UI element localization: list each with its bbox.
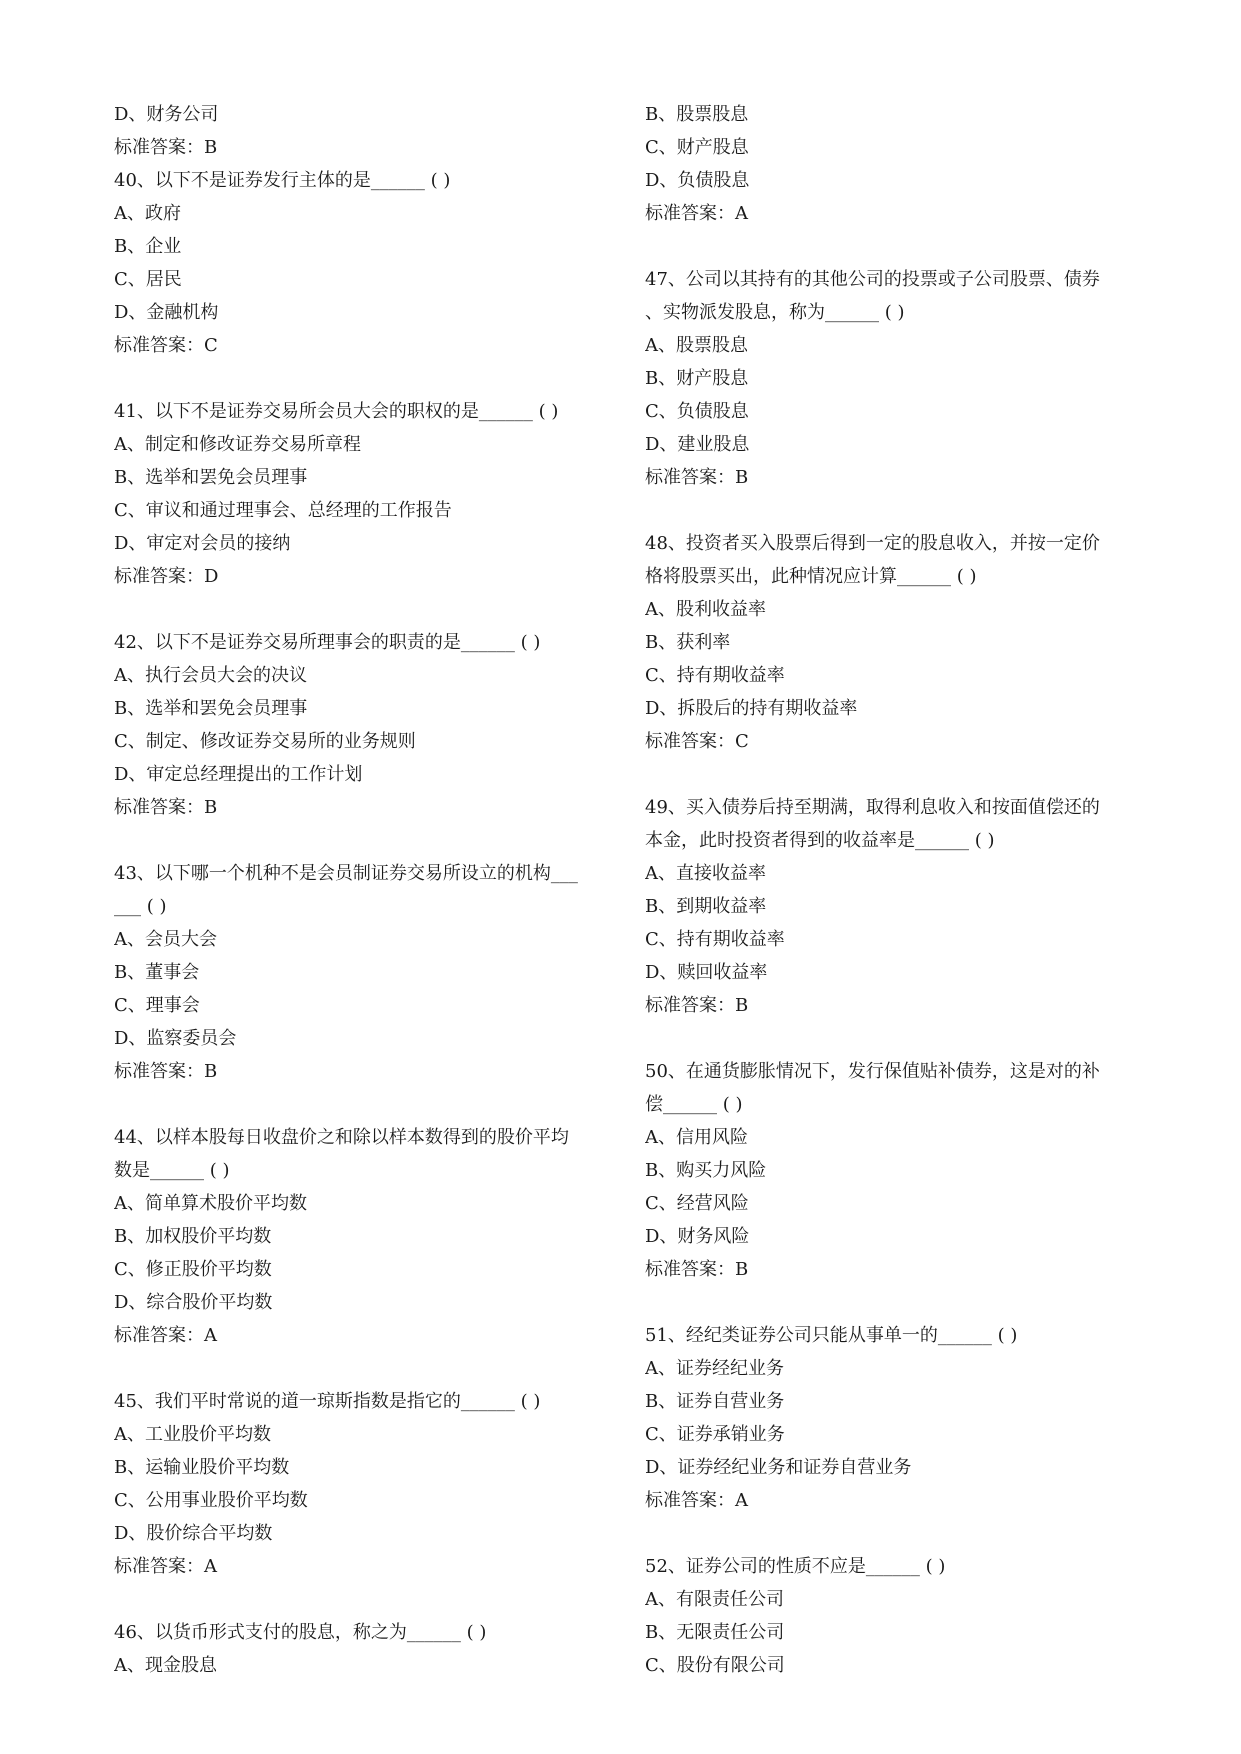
question-continuation-line: ___ ( ) (114, 896, 167, 917)
blank-line (645, 758, 1115, 791)
question-continuation-line: 、实物派发股息，称为______ ( ) (645, 302, 905, 323)
answer-line: 标准答案：B (114, 137, 218, 158)
option-line: B、选举和罢免会员理事 (114, 467, 308, 488)
option-line: D、审定总经理提出的工作计划 (114, 764, 363, 785)
option-line: A、股利收益率 (645, 599, 766, 620)
option-line: B、股票股息 (645, 104, 749, 125)
blank-line (645, 1022, 1115, 1055)
option-line: D、拆股后的持有期收益率 (645, 698, 858, 719)
left-column (114, 98, 584, 1682)
option-line: D、财务风险 (645, 1226, 750, 1247)
blank-line (114, 593, 584, 626)
right-column (645, 98, 1115, 1682)
option-line: C、持有期收益率 (645, 929, 785, 950)
option-line: A、简单算术股价平均数 (114, 1193, 307, 1214)
option-line: D、综合股价平均数 (114, 1292, 273, 1313)
answer-line: 标准答案：A (645, 1490, 748, 1511)
answer-line: 标准答案：A (114, 1556, 217, 1577)
option-line: B、证券自营业务 (645, 1391, 785, 1412)
option-line: A、政府 (114, 203, 181, 224)
question-line: 52、证券公司的性质不应是______ ( ) (645, 1556, 946, 1577)
option-line: D、金融机构 (114, 302, 219, 323)
option-line: B、无限责任公司 (645, 1622, 785, 1643)
blank-line (645, 230, 1115, 263)
question-line: 40、以下不是证券发行主体的是______ ( ) (114, 170, 451, 191)
option-line: D、赎回收益率 (645, 962, 768, 983)
question-line: 45、我们平时常说的道一琼斯指数是指它的______ ( ) (114, 1391, 541, 1412)
option-line: A、会员大会 (114, 929, 217, 950)
answer-line: 标准答案：A (114, 1325, 217, 1346)
question-line: 41、以下不是证券交易所会员大会的职权的是______ ( ) (114, 401, 559, 422)
option-line: B、购买力风险 (645, 1160, 767, 1181)
option-line: D、监察委员会 (114, 1028, 237, 1049)
option-line: D、负债股息 (645, 170, 750, 191)
option-line: A、现金股息 (114, 1655, 217, 1676)
blank-line (645, 1517, 1115, 1550)
option-line: C、审议和通过理事会、总经理的工作报告 (114, 500, 452, 521)
option-line: B、获利率 (645, 632, 731, 653)
blank-line (114, 362, 584, 395)
option-line: C、制定、修改证券交易所的业务规则 (114, 731, 416, 752)
option-line: C、股份有限公司 (645, 1655, 785, 1676)
option-line: B、运输业股价平均数 (114, 1457, 290, 1478)
option-line: B、到期收益率 (645, 896, 767, 917)
option-line: B、企业 (114, 236, 182, 257)
option-line: D、建业股息 (645, 434, 750, 455)
answer-line: 标准答案：A (645, 203, 748, 224)
question-line: 47、公司以其持有的其他公司的投票或子公司股票、债券 (645, 269, 1100, 290)
option-line: C、持有期收益率 (645, 665, 785, 686)
option-line: A、执行会员大会的决议 (114, 665, 307, 686)
question-continuation-line: 偿______ ( ) (645, 1094, 743, 1115)
answer-line: 标准答案：D (114, 566, 219, 587)
option-line: C、负债股息 (645, 401, 749, 422)
option-line: C、经营风险 (645, 1193, 749, 1214)
answer-line: 标准答案：B (114, 1061, 218, 1082)
answer-line: 标准答案：B (645, 1259, 749, 1280)
question-line: 51、经纪类证券公司只能从事单一的______ ( ) (645, 1325, 1018, 1346)
option-line: D、审定对会员的接纳 (114, 533, 291, 554)
question-continuation-line: 本金，此时投资者得到的收益率是______ ( ) (645, 830, 995, 851)
option-line: A、工业股价平均数 (114, 1424, 271, 1445)
option-line: D、证券经纪业务和证券自营业务 (645, 1457, 912, 1478)
question-line: 44、以样本股每日收盘价之和除以样本数得到的股价平均 (114, 1127, 569, 1148)
answer-line: 标准答案：C (114, 335, 218, 356)
question-line: 42、以下不是证券交易所理事会的职责的是______ ( ) (114, 632, 541, 653)
option-line: B、财产股息 (645, 368, 749, 389)
option-line: B、加权股价平均数 (114, 1226, 272, 1247)
question-continuation-line: 数是______ ( ) (114, 1160, 230, 1181)
question-line: 50、在通货膨胀情况下，发行保值贴补债券，这是对的补 (645, 1061, 1100, 1082)
option-line: C、理事会 (114, 995, 200, 1016)
question-line: 48、投资者买入股票后得到一定的股息收入，并按一定价 (645, 533, 1100, 554)
blank-line (114, 824, 584, 857)
option-line: A、股票股息 (645, 335, 748, 356)
option-line: C、修正股价平均数 (114, 1259, 272, 1280)
option-line: D、财务公司 (114, 104, 219, 125)
option-line: D、股价综合平均数 (114, 1523, 273, 1544)
blank-line (114, 1352, 584, 1385)
option-line: A、证券经纪业务 (645, 1358, 784, 1379)
option-line: C、财产股息 (645, 137, 749, 158)
question-line: 43、以下哪一个机种不是会员制证券交易所设立的机构___ (114, 863, 578, 884)
answer-line: 标准答案：B (645, 467, 749, 488)
option-line: C、公用事业股价平均数 (114, 1490, 308, 1511)
answer-line: 标准答案：C (645, 731, 749, 752)
question-line: 46、以货币形式支付的股息，称之为______ ( ) (114, 1622, 487, 1643)
option-line: A、直接收益率 (645, 863, 766, 884)
blank-line (114, 1583, 584, 1616)
option-line: A、有限责任公司 (645, 1589, 784, 1610)
option-line: B、选举和罢免会员理事 (114, 698, 308, 719)
blank-line (645, 1286, 1115, 1319)
question-continuation-line: 格将股票买出，此种情况应计算______ ( ) (645, 566, 977, 587)
option-line: A、信用风险 (645, 1127, 748, 1148)
answer-line: 标准答案：B (645, 995, 749, 1016)
question-line: 49、买入债券后持至期满，取得利息收入和按面值偿还的 (645, 797, 1100, 818)
option-line: A、制定和修改证券交易所章程 (114, 434, 361, 455)
option-line: C、居民 (114, 269, 182, 290)
answer-line: 标准答案：B (114, 797, 218, 818)
option-line: C、证券承销业务 (645, 1424, 785, 1445)
option-line: B、董事会 (114, 962, 200, 983)
blank-line (114, 1088, 584, 1121)
blank-line (645, 494, 1115, 527)
